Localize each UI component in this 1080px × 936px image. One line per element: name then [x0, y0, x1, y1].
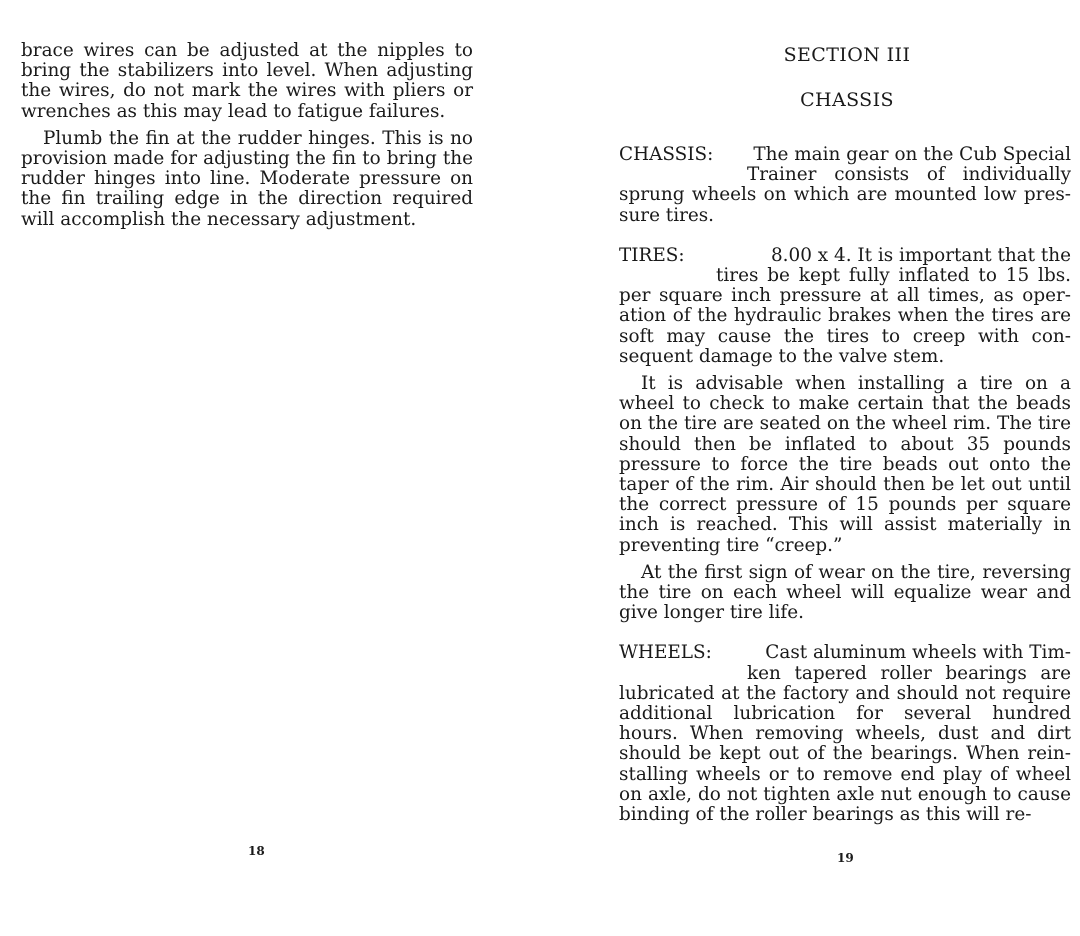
chassis-entry: [619, 145, 1071, 226]
section-title: SECTION III: [783, 44, 911, 66]
paragraph-tire-wear: At the first sign of wear on the tire, reversing the tire on each wheel will equalize wear and give longer tire life.: [619, 561, 1071, 624]
right-page: [540, 0, 1080, 936]
tires-second-line: tires be kept fully inflated to 15 lbs.: [716, 265, 1071, 287]
tires-body: per square inch pressure at all times, as operation of the hydraulic brakes when the tires are soft may cause the tires to creep with consequent damage to the valve stem.: [619, 285, 1071, 367]
left-page-body: [21, 41, 473, 237]
wheels-first-line: Cast aluminum wheels with Tim-: [765, 642, 1071, 664]
page-number-right: 19: [837, 851, 854, 865]
paragraph-installing-tire: It is advisable when installing a tire on a wheel to check to make certain that the beads on the tire are seated on the wheel rim. The tire should then be inflated to about 35 pounds pressure to force the tire beads out onto the taper of the rim. Air should then be let out until the correct pressure of 15 pounds per square inch is reached. This will assist materially in preventing tire “creep.”: [619, 373, 1071, 556]
chassis-first-line: The main gear on the Cub Special: [753, 144, 1071, 165]
wheels-entry: [619, 643, 1071, 825]
chapter-title: CHASSIS: [800, 89, 894, 111]
tires-first-line: 8.00 x 4. It is important that the: [770, 244, 1071, 266]
chassis-second-line: Trainer consists of individually: [747, 164, 1071, 186]
wheels-second-line: ken tapered roller bearings are: [747, 662, 1071, 684]
paragraph-plumb-fin: Plumb the fin at the rudder hinges. This is no provision made for adjusting the fin to bring the rudder hinges into line. Moderate pressure on the fin trailing edge in the direction required will accomplish the necessary adjustment.: [21, 127, 473, 230]
wheels-term: WHEELS:: [619, 642, 712, 664]
page-number-left: 18: [248, 844, 265, 858]
tires-entry: [619, 246, 1071, 367]
paragraph-brace-wires: brace wires can be adjusted at the nipples to bring the stabilizers into level. When adjusting the wires, do not mark the wires with pliers or wrenches as this may lead to fatigue failures.: [21, 40, 473, 122]
wheels-body: lubricated at the factory and should not require additional lubrication for several hundred hours. When removing wheels, dust and dirt should be kept out of the bearings. When reinstalling wheels or to remove end play of wheel on axle, do not tighten axle nut enough to cause binding of the roller bearings as this will re-: [619, 682, 1071, 826]
tires-term: TIRES:: [619, 244, 685, 266]
right-page-body: [619, 145, 1071, 845]
chassis-body: sprung wheels on which are mounted low pressure tires.: [619, 184, 1071, 226]
chassis-term: CHASSIS:: [619, 144, 714, 165]
